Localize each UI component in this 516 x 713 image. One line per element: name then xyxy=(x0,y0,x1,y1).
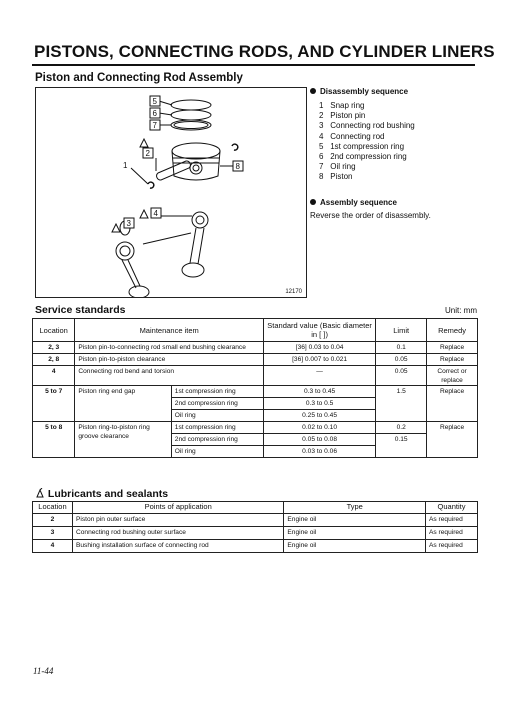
table-cell: 0.3 to 0.5 xyxy=(263,398,375,410)
table-row xyxy=(33,386,478,398)
table-cell: Replace xyxy=(427,386,478,422)
table-cell: 2nd compression ring xyxy=(171,398,263,410)
table-row xyxy=(33,342,478,354)
list-item: 3 Connecting rod bushing xyxy=(319,121,415,131)
service-standards-table xyxy=(32,318,478,458)
table-cell: 0.3 to 0.45 xyxy=(263,386,375,398)
table-cell: 4 xyxy=(33,366,75,386)
page-title: PISTONS, CONNECTING RODS, AND CYLINDER LINERS xyxy=(34,42,495,61)
table-cell: 0.15 xyxy=(376,434,427,458)
table-cell: Replace xyxy=(427,342,478,354)
col-maintenance-item: Maintenance item xyxy=(75,319,264,342)
callout-8: 8 xyxy=(235,162,240,171)
table-cell: 5 to 8 xyxy=(33,422,75,458)
table-cell: 1st compression ring xyxy=(171,386,263,398)
list-item: 2 Piston pin xyxy=(319,111,366,121)
table-cell: Piston ring-to-piston ring groove clearance xyxy=(75,422,171,458)
col-remedy: Remedy xyxy=(427,319,478,342)
disassembly-heading: Disassembly sequence xyxy=(310,87,408,96)
list-item: 6 2nd compression ring xyxy=(319,152,407,162)
assembly-text: Reverse the order of disassembly. xyxy=(310,211,431,220)
piston xyxy=(172,143,220,159)
table-row xyxy=(33,527,478,540)
table-header-cell: Location xyxy=(33,502,73,514)
list-item: 8 Piston xyxy=(319,172,353,182)
list-item: 7 Oil ring xyxy=(319,162,356,172)
table-cell: Oil ring xyxy=(171,410,263,422)
table-cell: Engine oil xyxy=(284,514,426,527)
table-cell: Engine oil xyxy=(284,540,426,553)
lube-icon xyxy=(35,488,45,498)
table-cell: 0.03 to 0.06 xyxy=(263,446,375,458)
bullet-icon xyxy=(310,88,316,94)
table-cell: 2, 3 xyxy=(33,342,75,354)
table-cell: Replace xyxy=(427,354,478,366)
list-item: 5 1st compression ring xyxy=(319,141,405,151)
ring-2nd xyxy=(171,110,211,120)
list-item: 1 Snap ring xyxy=(319,101,365,110)
service-standards-title: Service standards xyxy=(35,304,126,316)
callout-3: 3 xyxy=(126,219,131,228)
table-cell: Piston pin-to-piston clearance xyxy=(75,354,264,366)
section-title: Piston and Connecting Rod Assembly xyxy=(35,72,243,84)
table-cell: 3 xyxy=(33,527,73,540)
callout-7: 7 xyxy=(152,121,157,130)
table-cell: 0.05 xyxy=(376,366,427,386)
callout-4: 4 xyxy=(153,209,158,218)
table-cell: 0.2 xyxy=(376,422,427,434)
bullet-icon xyxy=(310,199,316,205)
table-cell: Connecting rod bushing outer surface xyxy=(72,527,283,540)
col-location: Location xyxy=(33,319,75,342)
table-cell: As required xyxy=(426,514,478,527)
table-header-row xyxy=(33,502,478,514)
assembly-heading: Assembly sequence xyxy=(310,198,397,207)
table-cell: 1.5 xyxy=(376,386,427,422)
table-cell: 0.05 to 0.08 xyxy=(263,434,375,446)
figure-number: 12170 xyxy=(285,289,302,295)
table-cell: [36] 0.007 to 0.021 xyxy=(263,354,375,366)
connecting-rod-right xyxy=(182,212,208,277)
table-cell: Oil ring xyxy=(171,446,263,458)
table-cell: 2 xyxy=(33,514,73,527)
table-cell: 4 xyxy=(33,540,73,553)
table-cell: Correct or replace xyxy=(427,366,478,386)
table-cell: Connecting rod bend and torsion xyxy=(75,366,264,386)
table-cell: 2nd compression ring xyxy=(171,434,263,446)
table-header-row xyxy=(33,319,478,342)
table-header-cell: Type xyxy=(284,502,426,514)
table-cell: [36] 0.03 to 0.04 xyxy=(263,342,375,354)
table-cell: 5 to 7 xyxy=(33,386,75,422)
table-cell: 1st compression ring xyxy=(171,422,263,434)
exploded-view-illustration xyxy=(36,88,306,297)
table-cell: 0.05 xyxy=(376,354,427,366)
unit-label: Unit: mm xyxy=(445,306,477,315)
list-item: 4 Connecting rod xyxy=(319,131,385,141)
table-header-cell: Points of application xyxy=(72,502,283,514)
table-row xyxy=(33,422,478,434)
col-limit: Limit xyxy=(376,319,427,342)
table-cell: — xyxy=(263,366,375,386)
table-cell: Engine oil xyxy=(284,527,426,540)
col-standard-value: Standard value (Basic diameter in [ ]) xyxy=(263,319,375,342)
table-cell: As required xyxy=(426,527,478,540)
lubricants-table xyxy=(32,501,478,553)
table-cell: Piston ring end gap xyxy=(75,386,171,422)
lubricants-title: Lubricants and sealants xyxy=(35,488,168,500)
table-cell: 0.02 to 0.10 xyxy=(263,422,375,434)
table-cell: As required xyxy=(426,540,478,553)
table-cell: 0.25 to 0.45 xyxy=(263,410,375,422)
table-header-cell: Quantity xyxy=(426,502,478,514)
page-number: 11-44 xyxy=(33,666,54,676)
table-row xyxy=(33,354,478,366)
assembly-figure xyxy=(35,87,307,298)
table-cell: Replace xyxy=(427,422,478,458)
callout-5: 5 xyxy=(152,97,157,106)
table-row xyxy=(33,514,478,527)
table-cell: Piston pin outer surface xyxy=(72,514,283,527)
table-cell: 2, 8 xyxy=(33,354,75,366)
table-cell: 0.1 xyxy=(376,342,427,354)
table-cell: Bushing installation surface of connecting rod xyxy=(72,540,283,553)
callout-1: 1 xyxy=(123,161,128,170)
connecting-rod-left xyxy=(116,242,149,297)
disassembly-list xyxy=(319,101,415,183)
callout-6: 6 xyxy=(152,109,157,118)
ring-1st xyxy=(171,100,211,110)
title-rule xyxy=(32,64,475,66)
table-cell: Piston pin-to-connecting rod small end bushing clearance xyxy=(75,342,264,354)
table-row xyxy=(33,540,478,553)
callout-2: 2 xyxy=(145,149,150,158)
table-row xyxy=(33,366,478,386)
